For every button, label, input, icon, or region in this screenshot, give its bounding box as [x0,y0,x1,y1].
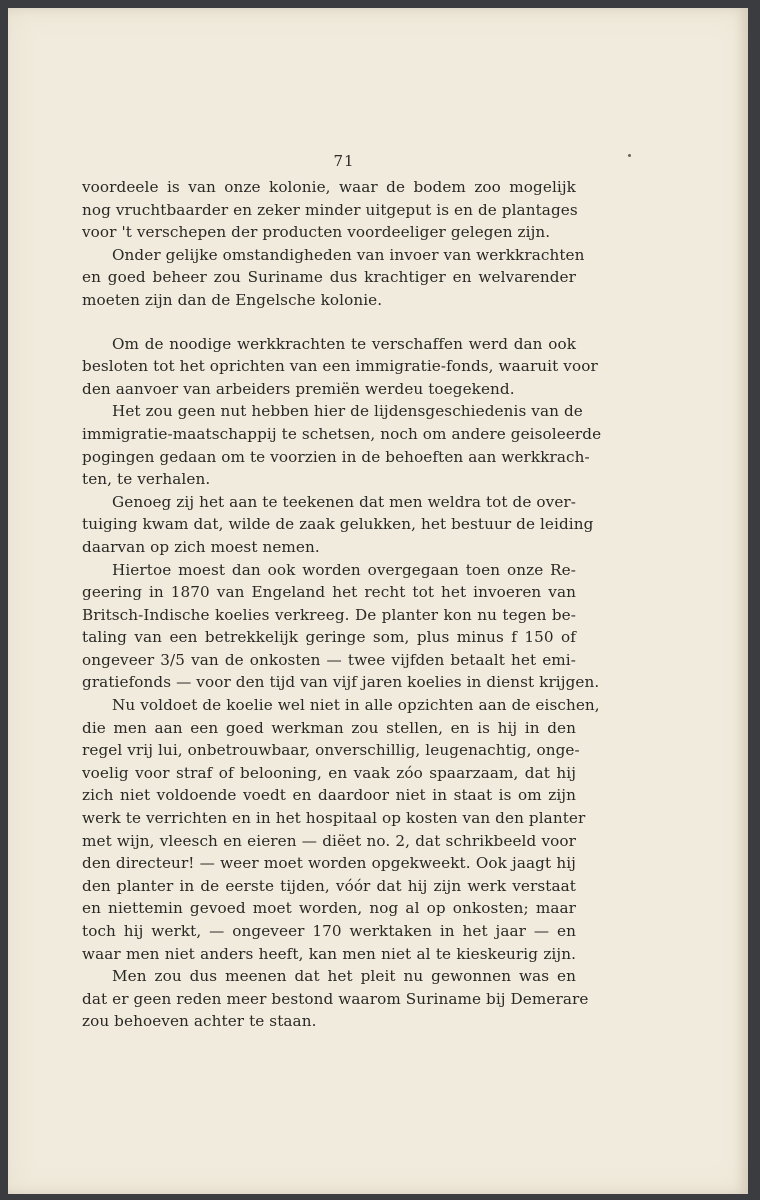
text-line: tuiging kwam dat, wilde de zaak gelukken, het bestuur de leiding [82,515,594,534]
text-line: Om de noodige werkkrachten te verschaffen werd dan ook [112,334,576,353]
text-line: voelig voor straf of belooning, en vaak zóo spaarzaam, dat hij [82,763,576,782]
page-number: 71 [333,152,355,170]
text-line: besloten tot het oprichten van een immigratie-fonds, waaruit voor [82,357,598,376]
text-line: waar men niet anders heeft, kan men niet al te kieskeurig zijn. [82,944,576,963]
text-line: immigratie-maatschappij te schetsen, noch om andere geisoleerde [82,424,602,443]
text-line: pogingen gedaan om te voorzien in de behoeften aan werkkrach- [82,447,590,466]
text-line: toch hij werkt, — ongeveer 170 werktaken in het jaar — en [82,922,576,940]
text-line: moeten zijn dan de Engelsche kolonie. [82,290,383,309]
text-line: Men zou dus meenen dat het pleit nu gewonnen was en [112,967,576,986]
text-line: Het zou geen nut hebben hier de lijdensgeschiedenis van de [112,402,583,421]
text-line: Onder gelijke omstandigheden van invoer van werkkrachten [112,245,585,264]
text-line: geering in 1870 van Engeland het recht tot het invoeren van [82,583,576,602]
paragraph-gap [82,312,576,333]
text-line: zich niet voldoende voedt en daardoor niet in staat is om zijn [82,786,576,805]
text-line: zou behoeven achter te staan. [82,1012,317,1031]
text-line: daarvan op zich moest nemen. [82,537,320,556]
text-line: den directeur! — weer moet worden opgekweekt. Ook jaagt hij [82,854,576,873]
text-line: voor 't verschepen der producten voordeeliger gelegen zijn. [82,223,551,242]
text-line: gratiefonds — voor den tijd van vijf jaren koelies in dienst krijgen. [82,673,600,692]
text-line: den planter in de eerste tijden, vóór dat hij zijn werk verstaat [82,876,576,895]
text-line: die men aan een goed werkman zou stellen, en is hij in den [82,718,576,737]
text-line: Nu voldoet de koelie wel niet in alle opzichten aan de eischen, [112,696,600,715]
text-line: Britsch-Indische koelies verkreeg. De planter kon nu tegen be- [82,605,576,624]
text-line: dat er geen reden meer bestond waarom Suriname bij Demerare [82,989,589,1008]
text-line: en goed beheer zou Suriname dus krachtiger en welvarender [82,268,576,287]
text-line: regel vrij lui, onbetrouwbaar, onverschillig, leugenachtig, onge- [82,741,580,760]
body-text [82,176,602,1033]
text-line: en niettemin gevoed moet worden, nog al op onkosten; maar [82,899,576,918]
text-line: voordeele is van onze kolonie, waar de bodem zoo mogelijk [82,178,576,196]
text-line: met wijn, vleesch en eieren — diëet no. 2, dat schrikbeeld voor [82,831,576,850]
text-line: taling van een betrekkelijk geringe som, plus minus f 150 of [82,628,576,647]
text-line: Genoeg zij het aan te teekenen dat men weldra tot de over- [112,492,576,511]
text-line: ten, te verhalen. [82,470,211,489]
text-line: den aanvoer van arbeiders premiën werdeu toegekend. [82,379,515,398]
text-line: werk te verrichten en in het hospitaal op kosten van den planter [82,809,586,828]
text-line: nog vruchtbaarder en zeker minder uitgeput is en de plantages [82,200,578,219]
text-line: Hiertoe moest dan ook worden overgegaan toen onze Re- [112,560,576,579]
text-line: ongeveer 3/5 van de onkosten — twee vijfden betaalt het emi- [82,650,576,669]
paper-speck [628,154,631,157]
